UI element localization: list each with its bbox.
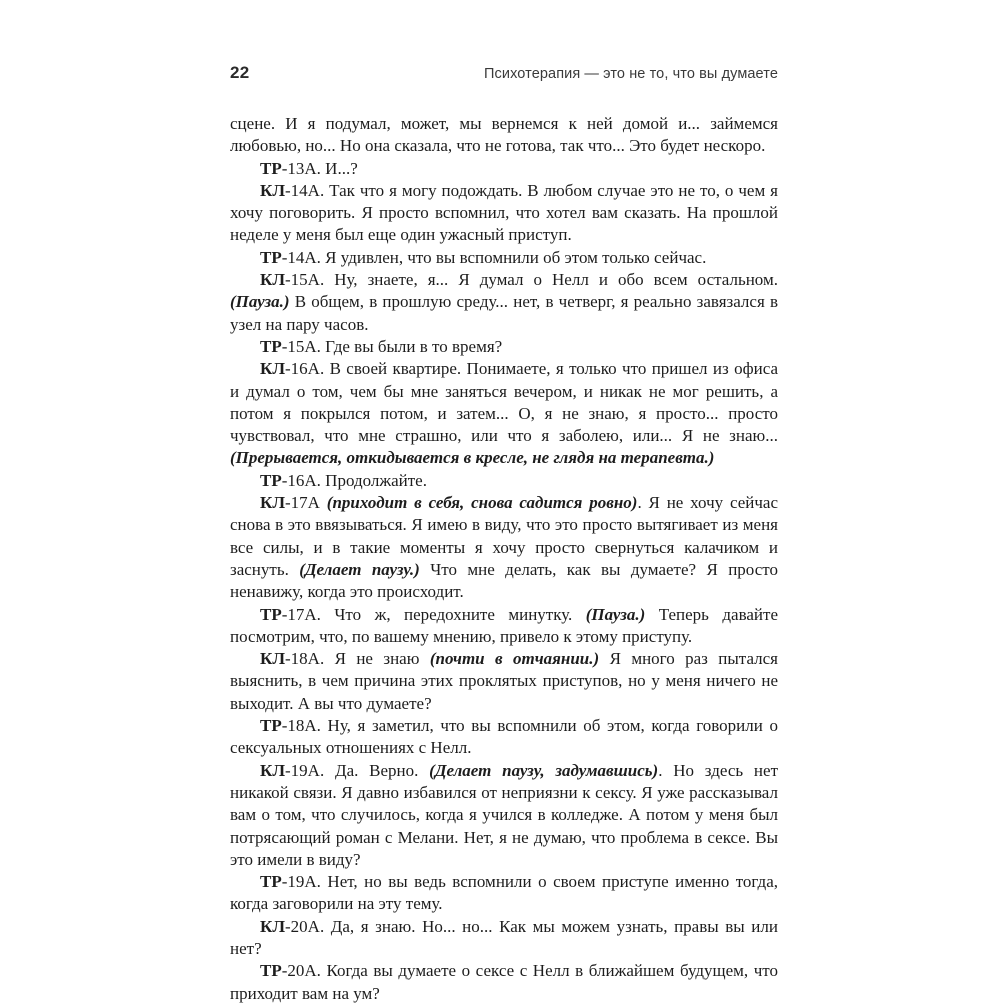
speaker-label: ТР xyxy=(260,247,282,267)
stage-direction: (Пауза.) xyxy=(230,292,290,312)
dialogue-text: -15А. Ну, знаете, я... Я думал о Нелл и обо всем остальном. xyxy=(285,270,778,290)
paragraph xyxy=(230,760,778,871)
paragraph xyxy=(230,180,778,247)
stage-direction: (почти в отчаянии.) xyxy=(429,649,600,669)
stage-direction: (Прерывается, откидывается в кресле, не глядя на терапевта.) xyxy=(230,448,715,468)
dialogue-text: Я много раз пытался выяснить, в чем причина этих проклятых приступов, но у меня ничего не выходит. А вы что думаете? xyxy=(230,649,778,713)
body-text xyxy=(230,113,778,1005)
dialogue-text: -20А. Когда вы думаете о сексе с Нелл в ближайшем будущем, что приходит вам на ум? xyxy=(230,961,778,1003)
paragraph xyxy=(230,336,778,358)
page-number: 22 xyxy=(230,63,250,82)
dialogue-text: -14А. Я удивлен, что вы вспомнили об этом только сейчас. xyxy=(281,247,707,267)
dialogue-text: -15А. Где вы были в то время? xyxy=(281,336,503,356)
dialogue-text: В общем, в прошлую среду... нет, в четверг, я реально завязался в узел на пару часов. xyxy=(230,292,778,334)
paragraph xyxy=(230,470,778,492)
dialogue-text: -16А. Продолжайте. xyxy=(281,470,427,490)
paragraph xyxy=(230,715,778,760)
stage-direction: (Делает паузу.) xyxy=(299,559,420,579)
speaker-label: КЛ xyxy=(260,916,285,936)
speaker-label: КЛ xyxy=(260,760,285,780)
speaker-label: ТР xyxy=(260,470,282,490)
dialogue-text: -13А. И...? xyxy=(281,158,358,178)
speaker-label: КЛ xyxy=(260,270,285,290)
dialogue-text: . Я не хочу сейчас снова в это ввязываться. Я имею в виду, что это просто вытягивает из меня все силы, и в такие моменты я хочу просто свернуться калачиком и заснуть. xyxy=(230,493,779,579)
running-title: Психотерапия — это не то, что вы думаете xyxy=(484,66,778,82)
dialogue-text: Теперь давайте посмотрим, что, по вашему мнению, привело к этому приступу. xyxy=(230,604,779,646)
paragraph xyxy=(230,158,778,180)
dialogue-text: -17А xyxy=(285,493,327,513)
stage-direction: (Пауза.) xyxy=(585,604,646,624)
paragraph xyxy=(230,247,778,269)
paragraph xyxy=(230,916,778,961)
speaker-label: ТР xyxy=(260,716,282,736)
dialogue-text: -18А. Ну, я заметил, что вы вспомнили об этом, когда говорили о сексуальных отношениях с Нелл. xyxy=(230,716,778,758)
speaker-label: КЛ xyxy=(260,359,285,379)
stage-direction: (Делает паузу, задумавшись) xyxy=(429,760,659,780)
speaker-label: КЛ xyxy=(260,493,285,513)
dialogue-text: -18А. Я не знаю xyxy=(285,649,430,669)
paragraph xyxy=(230,960,778,1005)
paragraph xyxy=(230,492,778,603)
dialogue-text: -20А. Да, я знаю. Но... но... Как мы можем узнать, правы вы или нет? xyxy=(230,916,778,958)
paragraph xyxy=(230,871,778,916)
speaker-label: КЛ xyxy=(260,180,285,200)
speaker-label: ТР xyxy=(260,872,282,892)
speaker-label: ТР xyxy=(260,158,282,178)
paragraph xyxy=(230,269,778,336)
dialogue-text: -17А. Что ж, передохните минутку. xyxy=(281,604,586,624)
speaker-label: ТР xyxy=(260,961,282,981)
paragraph xyxy=(230,648,778,715)
paragraph xyxy=(230,358,778,469)
paragraph xyxy=(230,604,778,649)
dialogue-text: Что мне делать, как вы думаете? Я просто ненавижу, когда это происходит. xyxy=(230,559,778,602)
stage-direction: (приходит в себя, снова садится ровно) xyxy=(326,493,638,513)
dialogue-text: -19А. Нет, но вы ведь вспомнили о своем приступе именно тогда, когда заговорили на эту тему. xyxy=(230,872,778,914)
speaker-label: КЛ xyxy=(260,649,285,669)
page-header xyxy=(230,63,778,83)
dialogue-text: . Но здесь нет никакой связи. Я давно избавился от неприязни к сексу. Я уже рассказывал вам о том, что случилось, когда я учился в колледже. А потом у меня был потрясающий роман с Мелани. Нет, я не думаю, что проблема в сексе. Вы это имели в виду? xyxy=(230,760,778,869)
dialogue-text: -19А. Да. Верно. xyxy=(285,760,430,780)
dialogue-text: -14А. Так что я могу подождать. В любом случае это не то, о чем я хочу поговорить. Я просто вспомнил, что хотел вам сказать. На прошлой неделе у меня был еще один ужасный приступ. xyxy=(230,180,778,245)
paragraph xyxy=(230,113,778,158)
dialogue-text: -16А. В своей квартире. Понимаете, я только что пришел из офиса и думал о том, чем бы мне заняться вечером, и никак не мог решить, а потом я покрылся потом, и затем... О, я не знаю, я просто... просто чувствовал, что мне страшно, или что я заболею, или... Я не знаю... xyxy=(230,359,778,446)
speaker-label: ТР xyxy=(260,336,282,356)
speaker-label: ТР xyxy=(260,604,282,624)
dialogue-text: сцене. И я подумал, может, мы вернемся к ней домой и... займемся любовью, но... Но она сказала, что не готова, так что... Это будет нескоро. xyxy=(230,114,778,156)
